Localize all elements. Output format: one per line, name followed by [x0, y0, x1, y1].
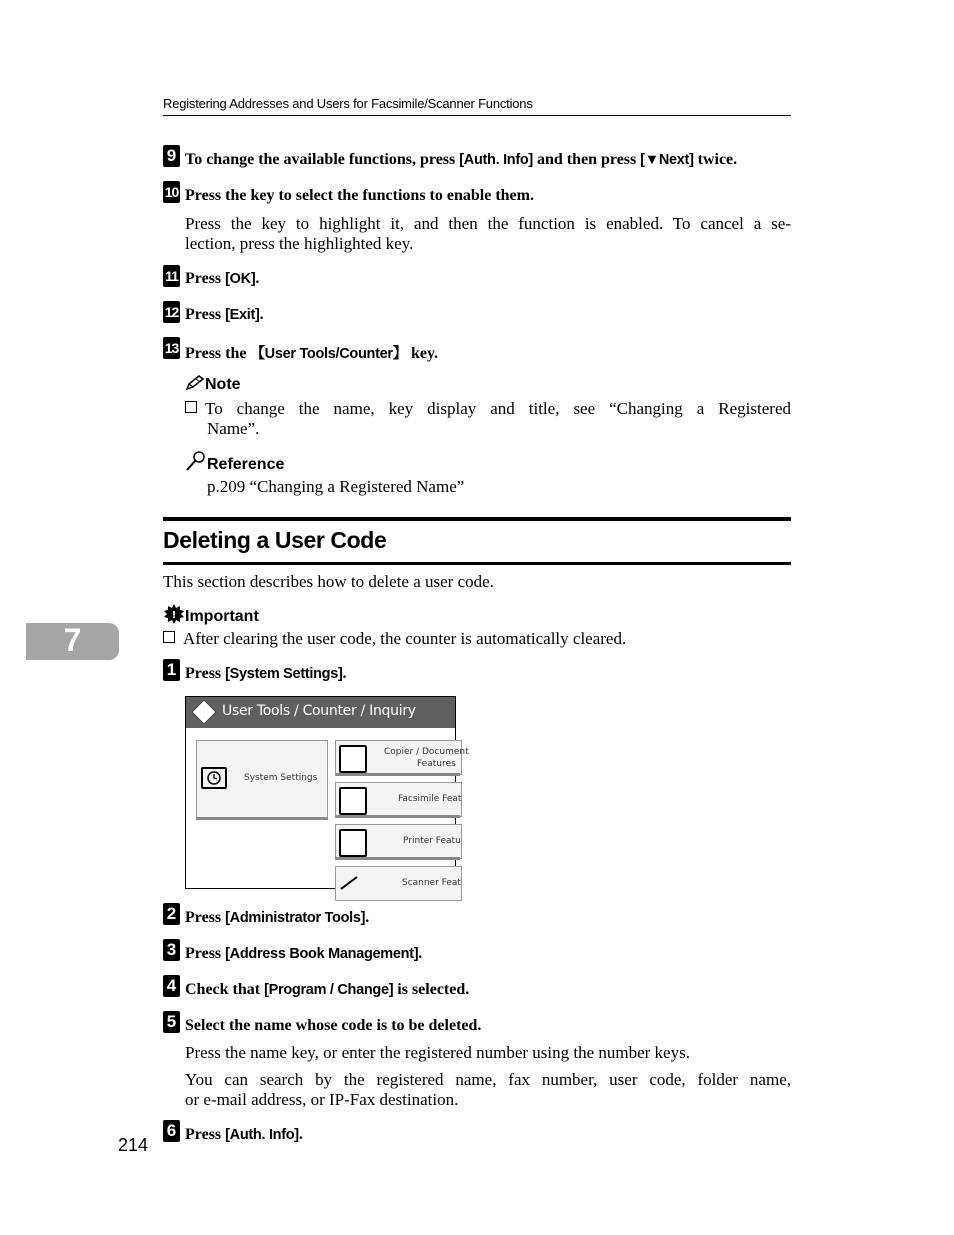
section-rule-bottom [163, 562, 791, 565]
step-2-post: . [365, 909, 370, 926]
important-text: After clearing the user code, the counter is automatically cleared. [183, 629, 627, 648]
scanner-label: Scanner Feat [402, 878, 461, 888]
step-3-post: . [418, 945, 423, 962]
step-5-desc-2-line2: or e-mail address, or IP-Fax destination. [185, 1090, 459, 1109]
system-settings-label: System Settings [244, 773, 318, 783]
important-label: Important [185, 608, 259, 625]
reference-text: p.209 “Changing a Registered Name” [207, 477, 465, 496]
step-13-post: key. [406, 345, 439, 362]
step-number-12: 12 [163, 301, 180, 323]
screen-title: User Tools / Counter / Inquiry [222, 703, 416, 719]
address-book-management-key: [Address Book Management] [225, 946, 419, 962]
running-header: Registering Addresses and Users for Facsimile/Scanner Functions [163, 96, 533, 111]
step-1-post: . [342, 665, 347, 682]
ok-key: [OK] [225, 271, 256, 287]
scanner-icon [339, 871, 361, 891]
step-5-desc-2 [185, 1070, 791, 1110]
step-number-5: 5 [163, 1011, 180, 1033]
important-item [163, 629, 626, 649]
step-10-desc-line1: Press the key to highlight it, and then the function is enabled. To cancel a se- [185, 214, 791, 233]
note-item [185, 399, 791, 439]
step-2-text [185, 909, 369, 927]
printer-label: Printer Featu [403, 836, 461, 846]
step-9-pre: To change the available functions, press [185, 151, 460, 168]
step-11-post: . [255, 270, 260, 287]
system-settings-key: [System Settings] [225, 666, 343, 682]
step-4-text [185, 981, 469, 999]
step-4-pre: Check that [185, 981, 265, 998]
step-1-pre: Press [185, 665, 226, 682]
user-tools-counter-key: 【User Tools/Counter】 [250, 346, 407, 362]
step-number-11: 11 [163, 265, 180, 287]
step-10-text: Press the key to select the functions to enable them. [185, 187, 534, 204]
clock-settings-icon [201, 767, 227, 789]
chapter-number: 7 [63, 622, 82, 658]
system-settings-button-shadow [196, 817, 328, 820]
facsimile-label: Facsimile Feat [398, 794, 462, 804]
copier-icon [339, 745, 367, 773]
copier-label-line2: Features [417, 759, 456, 769]
exit-key: [Exit] [225, 307, 260, 323]
note-line1 [185, 399, 791, 419]
auth-info-key-2: [Auth. Info] [225, 1127, 299, 1143]
step-13-pre: Press the [185, 345, 251, 362]
checkbox-bullet-icon [163, 631, 175, 643]
pencil-icon [185, 375, 205, 396]
step-5-text: Select the name whose code is to be deleted. [185, 1017, 482, 1034]
step-4-post: is selected. [393, 981, 470, 998]
svg-text:!: ! [171, 610, 177, 621]
note-heading [185, 375, 241, 396]
step-6-text [185, 1126, 303, 1144]
step-number-4: 4 [163, 975, 180, 997]
screen-panel [185, 696, 469, 889]
step-10-desc-line2: lection, press the highlighted key. [185, 234, 414, 253]
step-5-desc-1: Press the name key, or enter the registered number using the number keys. [185, 1043, 690, 1062]
facsimile-icon [339, 787, 367, 815]
step-12-text [185, 306, 264, 324]
important-seal-icon [163, 604, 185, 629]
administrator-tools-key: [Administrator Tools] [225, 910, 366, 926]
step-number-6: 6 [163, 1120, 180, 1142]
important-heading [163, 604, 259, 629]
facsimile-button-shadow [335, 815, 460, 818]
magnifier-icon [185, 451, 207, 476]
step-1-text [185, 665, 347, 683]
note-label: Note [205, 376, 241, 393]
note-line1-text: To change the name, key display and title, see “Changing a Registered [205, 399, 791, 418]
reference-label: Reference [207, 456, 285, 473]
step-12-pre: Press [185, 306, 226, 323]
section-intro: This section describes how to delete a user code. [163, 572, 494, 591]
header-rule [163, 115, 791, 116]
reference-heading [185, 451, 284, 476]
printer-button-shadow [335, 857, 460, 860]
step-number-10: 10 [163, 181, 180, 203]
note-line2: Name”. [207, 419, 260, 438]
step-2-pre: Press [185, 909, 226, 926]
step-number-13: 13 [163, 337, 180, 359]
step-9-mid: and then press [532, 151, 641, 168]
step-11-pre: Press [185, 270, 226, 287]
copier-button-shadow [335, 773, 460, 776]
program-change-key: [Program / Change] [264, 982, 394, 998]
step-9-post: twice. [693, 151, 738, 168]
step-3-text [185, 945, 422, 963]
step-10-description [185, 214, 791, 254]
step-3-pre: Press [185, 945, 226, 962]
step-12-post: . [259, 306, 264, 323]
step-13-text [185, 342, 438, 363]
step-9-text [185, 151, 737, 169]
step-number-2: 2 [163, 903, 180, 925]
printer-icon [339, 829, 367, 857]
section-rule-top [163, 517, 791, 521]
step-11-text [185, 270, 259, 288]
section-title: Deleting a User Code [163, 527, 387, 553]
auth-info-key: [Auth. Info] [459, 152, 533, 168]
checkbox-bullet-icon [185, 401, 197, 413]
page-number: 214 [118, 1135, 149, 1155]
step-6-post: . [298, 1126, 303, 1143]
next-key: [▼Next] [640, 152, 694, 168]
step-5-desc-2-line1: You can search by the registered name, fax number, user code, folder name, [185, 1070, 791, 1089]
step-number-9: 9 [163, 145, 180, 167]
copier-label-line1: Copier / Document [384, 747, 469, 757]
step-number-3: 3 [163, 939, 180, 961]
step-number-1: 1 [163, 659, 180, 681]
step-6-pre: Press [185, 1126, 226, 1143]
